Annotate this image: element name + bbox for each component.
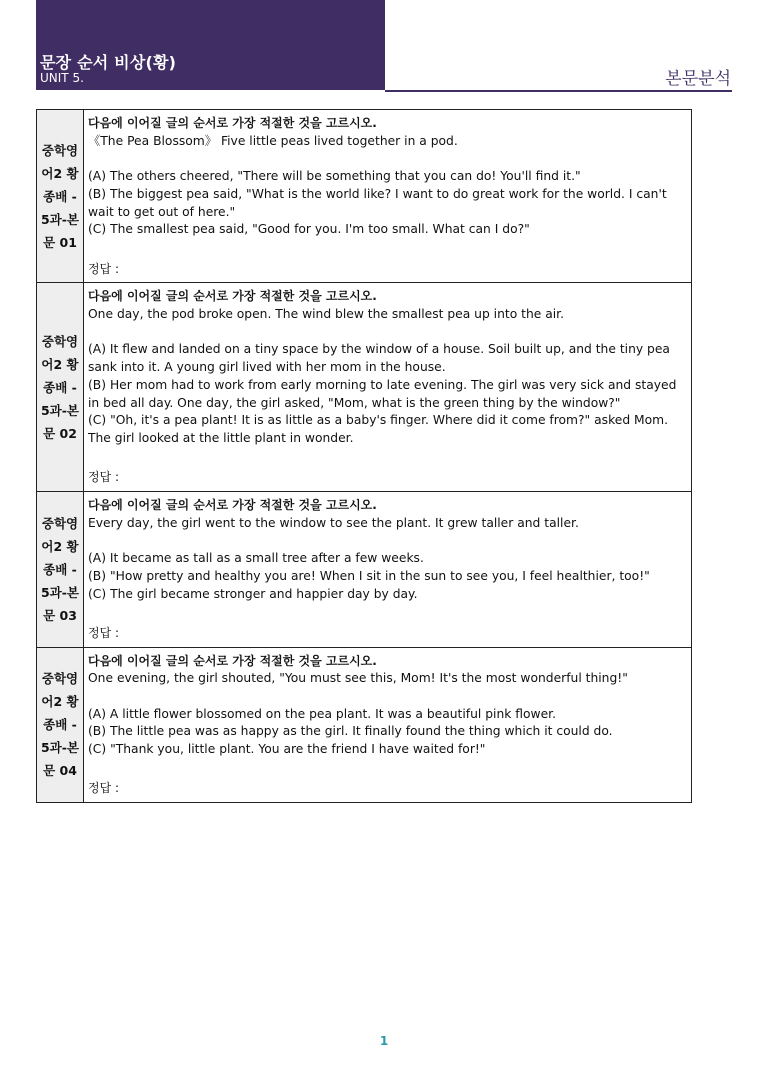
question-label: 중학영어2 황종배 - 5과-본문 01 <box>37 110 84 283</box>
answer-label: 정답 : <box>88 470 120 485</box>
header-band <box>36 0 385 90</box>
unit-label: UNIT 5. <box>40 71 84 85</box>
question-instruction: 다음에 이어질 글의 순서로 가장 적절한 것을 고르시오. <box>88 653 377 668</box>
question-content <box>84 283 692 492</box>
question-content <box>84 110 692 283</box>
answer-label: 정답 : <box>88 261 120 276</box>
option-b: (B) "How pretty and healthy you are! When I sit in the sun to see you, I feel healthier, too!" <box>88 568 650 583</box>
question-intro: One evening, the girl shouted, "You must see this, Mom! It's the most wonderful thing!" <box>88 671 628 686</box>
option-b: (B) The little pea was as happy as the girl. It finally found the thing which it could do. <box>88 724 613 739</box>
worksheet-title: 문장 순서 비상(황) <box>40 53 177 72</box>
question-row <box>37 110 692 283</box>
option-b: (B) The biggest pea said, "What is the world like? I want to do great work for the world. I can't wait to get out of here." <box>88 186 667 219</box>
option-c: (C) "Oh, it's a pea plant! It is as little as a baby's finger. Where did it come from?" asked Mom. The girl looked at the little plant in wonder. <box>88 413 669 445</box>
question-table <box>36 109 692 803</box>
question-intro: One day, the pod broke open. The wind blew the smallest pea up into the air. <box>88 307 565 321</box>
question-row <box>37 283 692 492</box>
option-a: (A) It flew and landed on a tiny space by the window of a house. Soil built up, and the tiny pea sank into it. A young girl lived with her mom in the house. <box>88 342 670 375</box>
section-label: 본문분석 <box>665 69 731 89</box>
option-a: (A) The others cheered, "There will be something that you can do! You'll find it." <box>88 169 581 184</box>
page-number: 1 <box>379 1034 389 1048</box>
header-divider <box>385 90 732 92</box>
question-row <box>37 647 692 803</box>
question-intro: 《The Pea Blossom》 Five little peas lived together in a pod. <box>88 133 458 148</box>
question-instruction: 다음에 이어질 글의 순서로 가장 적절한 것을 고르시오. <box>88 498 377 512</box>
option-c: (C) The smallest pea said, "Good for you. I'm too small. What can I do?" <box>88 222 530 237</box>
option-c: (C) The girl became stronger and happier day by day. <box>88 586 418 601</box>
question-intro: Every day, the girl went to the window to see the plant. It grew taller and taller. <box>88 515 579 530</box>
question-row <box>37 492 692 648</box>
question-label: 중학영어2 황종배 - 5과-본문 03 <box>37 492 84 648</box>
question-label: 중학영어2 황종배 - 5과-본문 02 <box>37 283 84 492</box>
option-a: (A) A little flower blossomed on the pea plant. It was a beautiful pink flower. <box>88 706 556 721</box>
option-c: (C) "Thank you, little plant. You are the friend I have waited for!" <box>88 742 486 757</box>
question-instruction: 다음에 이어질 글의 순서로 가장 적절한 것을 고르시오. <box>88 289 377 304</box>
question-content <box>84 492 692 648</box>
option-b: (B) Her mom had to work from early morning to late evening. The girl was very sick and stayed in bed all day. One day, the girl asked, "Mom, what is the green thing by the window?" <box>88 377 677 410</box>
question-content <box>84 647 692 803</box>
question-label: 중학영어2 황종배 - 5과-본문 04 <box>37 647 84 803</box>
answer-label: 정답 : <box>88 781 120 796</box>
option-a: (A) It became as tall as a small tree after a few weeks. <box>88 551 424 566</box>
answer-label: 정답 : <box>88 625 120 640</box>
question-instruction: 다음에 이어질 글의 순서로 가장 적절한 것을 고르시오. <box>88 116 377 130</box>
